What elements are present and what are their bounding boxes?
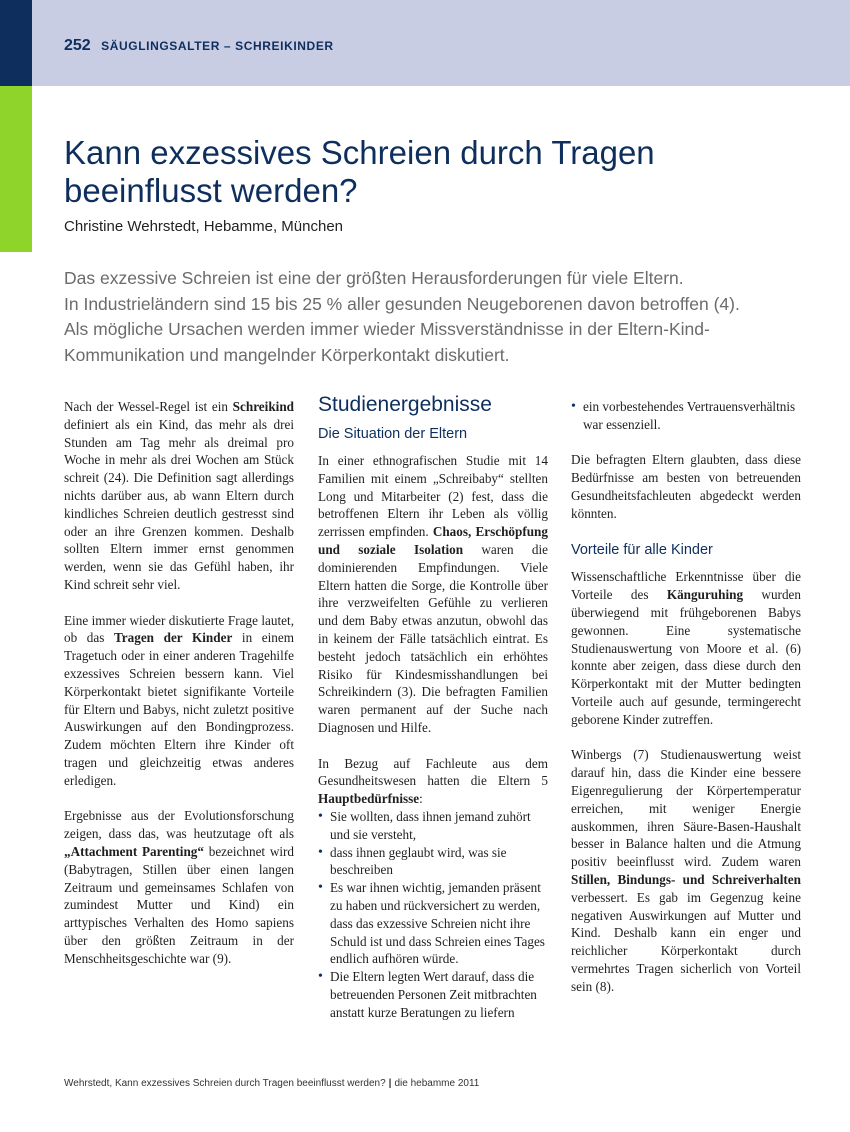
lead-line: In Industrieländern sind 15 bis 25 % aller gesunden Neugeborenen davon betroffen (4). bbox=[64, 293, 740, 314]
column-2 bbox=[318, 393, 548, 1039]
footer-journal: die hebamme 2011 bbox=[394, 1078, 480, 1089]
body-paragraph: Eine immer wieder diskutierte Frage lautet, ob das Tragen der Kinder in einem Tragetuch oder in einer anderen Tragehilfe exzessives Schreien bessern kann. Viel Körperkontakt bietet signifikante Vorteile für Eltern und Babys, nicht zuletzt positive Auswirkungen auf den Bondingprozess. Zudem möchten Eltern ihre Kinder oft tragen und gleichzeitig etwas anderes erledigen. bbox=[64, 612, 294, 788]
needs-list-continued bbox=[571, 398, 801, 434]
emphasis: Stillen, Bindungs- und Schreiverhalten bbox=[571, 871, 801, 887]
emphasis: „Attachment Parenting“ bbox=[64, 843, 204, 859]
header-accent-block bbox=[0, 0, 32, 86]
lead-paragraph bbox=[64, 266, 824, 368]
lead-line: Kommunikation und mangelnder Körperkontakt diskutiert. bbox=[64, 344, 510, 365]
needs-list bbox=[318, 808, 548, 1022]
article-title: Kann exzessives Schreien durch Tragen beeinflusst werden? bbox=[64, 134, 655, 209]
body-paragraph: Ergebnisse aus der Evolutionsforschung zeigen, dass das, was heutzutage oft als „Attachment Parenting“ bezeichnet wird (Babytragen, Stillen über einen langen Zeitraum und gemeinsames Schlafen von zumindest Mutter und Kind) ein arttypisches Verhalten des Homo sapiens über den größten Zeitraum in der Menschheitsgeschichte war (9). bbox=[64, 808, 294, 966]
list-item: • ein vorbestehendes Vertrauensverhältnis war essenziell. bbox=[571, 398, 801, 434]
body-paragraph: Winbergs (7) Studienauswertung weist darauf hin, dass die Kinder eine bessere Eigenregulierung der Körpertemperatur erreichen, mit weniger Energie auskommen, ihren Säure-Basen-Haushalt besser in Balance halten und die Atmung positiv beeinflusst wird. Zudem waren Stillen, Bindungs- und Schreiverhalten verbessert. Es gab im Gegenzug keine negativen Auswirkungen auf Mutter und Kind. Deshalb kann ein enger und reichlicher Körperkontakt durch vermehrtes Tragen sicherlich von Vorteil sein (8). bbox=[571, 747, 801, 994]
running-head bbox=[64, 37, 334, 55]
list-item: • Es war ihnen wichtig, jemanden präsent zu haben und rückversichert zu werden, dass das exzessive Schreien nicht ihre Schuld ist und dass Schreien eines Tages endlich aufhören würde. bbox=[318, 879, 548, 968]
list-item: • Sie wollten, dass ihnen jemand zuhört und sie versteht, bbox=[318, 808, 548, 844]
lead-line: Als mögliche Ursachen werden immer wieder Missverständnisse in der Eltern-Kind- bbox=[64, 319, 710, 339]
footer-separator: | bbox=[388, 1078, 392, 1089]
body-paragraph: Nach der Wessel-Regel ist ein Schreikind definiert als ein Kind, das mehr als drei Stunden am Tag mehr als dreimal pro Woche in mehr als drei Wochen am Stück schreit (24). Die Definition sagt allerdings nichts darüber aus, ab wann Eltern durch kindliches Schreien deutlich gestresst sind oder an ihre Grenzen kommen. Deshalb sollten Eltern immer ernst genommen werden, wenn sie das Gefühl haben, ihr Kind schreit sehr viel. bbox=[64, 399, 294, 592]
emphasis: Känguruhing bbox=[666, 587, 744, 603]
emphasis: Schreikind bbox=[232, 399, 294, 414]
list-item: • Die Eltern legten Wert darauf, dass die betreuenden Personen Zeit mitbrachten anstatt kurze Beratungen zu liefern bbox=[318, 968, 548, 1021]
body-paragraph: In einer ethnografischen Studie mit 14 Familien mit einem „Schreibaby“ stellten Long und Mitarbeiter (2) fest, dass die betroffenen Eltern ihr Leben als völlig zerrissen empfinden. Chaos, Erschöpfung und soziale Isolation waren die dominierenden Empfindungen. Viele Eltern hatten die Sorge, die Kontrolle über ihre verzweifelten Gefühle zu verlieren und dem Baby etwas anzutun, obwohl das in keinem der Fälle tatsächlich eintrat. Es besteht jedoch tatsächlich ein erhöhtes Risiko für Kindesmisshandlungen bei Schreikindern (3). Die befragten Familien waren permanent auf der Suche nach Diagnosen und Hilfe. bbox=[318, 453, 548, 735]
emphasis: Tragen der Kinder bbox=[113, 630, 233, 646]
subsection-heading: Vorteile für alle Kinder bbox=[571, 542, 713, 559]
column-1 bbox=[64, 398, 294, 985]
section-heading: Studienergebnisse bbox=[318, 393, 492, 416]
body-paragraph: Wissenschaftliche Erkenntnisse über die Vorteile des Känguruhing wurden überwiegend mit frühgeborenen Babys gewonnen. Eine systematische Studienauswertung von Moore et al. (6) konnte aber zeigen, dass diese durch den Körperkontakt mit der Mutter bedingten Vorteile auch auf gesunde, termingerecht geborene Kinder zutreffen. bbox=[571, 569, 801, 727]
page-footer bbox=[64, 1078, 479, 1089]
body-paragraph: In Bezug auf Fachleute aus dem Gesundheitswesen hatten die Eltern 5 Hauptbedürfnisse: bbox=[318, 755, 548, 807]
section-color-tab bbox=[0, 86, 32, 252]
section-title: SÄUGLINGSALTER – SCHREIKINDER bbox=[101, 39, 334, 53]
list-item: • dass ihnen geglaubt wird, was sie beschreiben bbox=[318, 844, 548, 880]
page-number: 252 bbox=[64, 37, 91, 54]
column-3 bbox=[571, 398, 801, 1013]
body-paragraph: Die befragten Eltern glaubten, dass diese Bedürfnisse am besten von betreuenden Gesundheitsfachleuten abgedeckt werden könnten. bbox=[571, 452, 801, 521]
emphasis: Chaos, Erschöpfung und soziale Isolation bbox=[318, 524, 548, 557]
footer-citation: Wehrstedt, Kann exzessives Schreien durch Tragen beeinflusst werden? bbox=[64, 1078, 386, 1089]
emphasis: Hauptbedürfnisse bbox=[318, 791, 420, 807]
subsection-heading: Die Situation der Eltern bbox=[318, 426, 468, 442]
lead-line: Das exzessive Schreien ist eine der größten Herausforderungen für viele Eltern. bbox=[64, 268, 684, 288]
article-author: Christine Wehrstedt, Hebamme, München bbox=[64, 218, 344, 235]
